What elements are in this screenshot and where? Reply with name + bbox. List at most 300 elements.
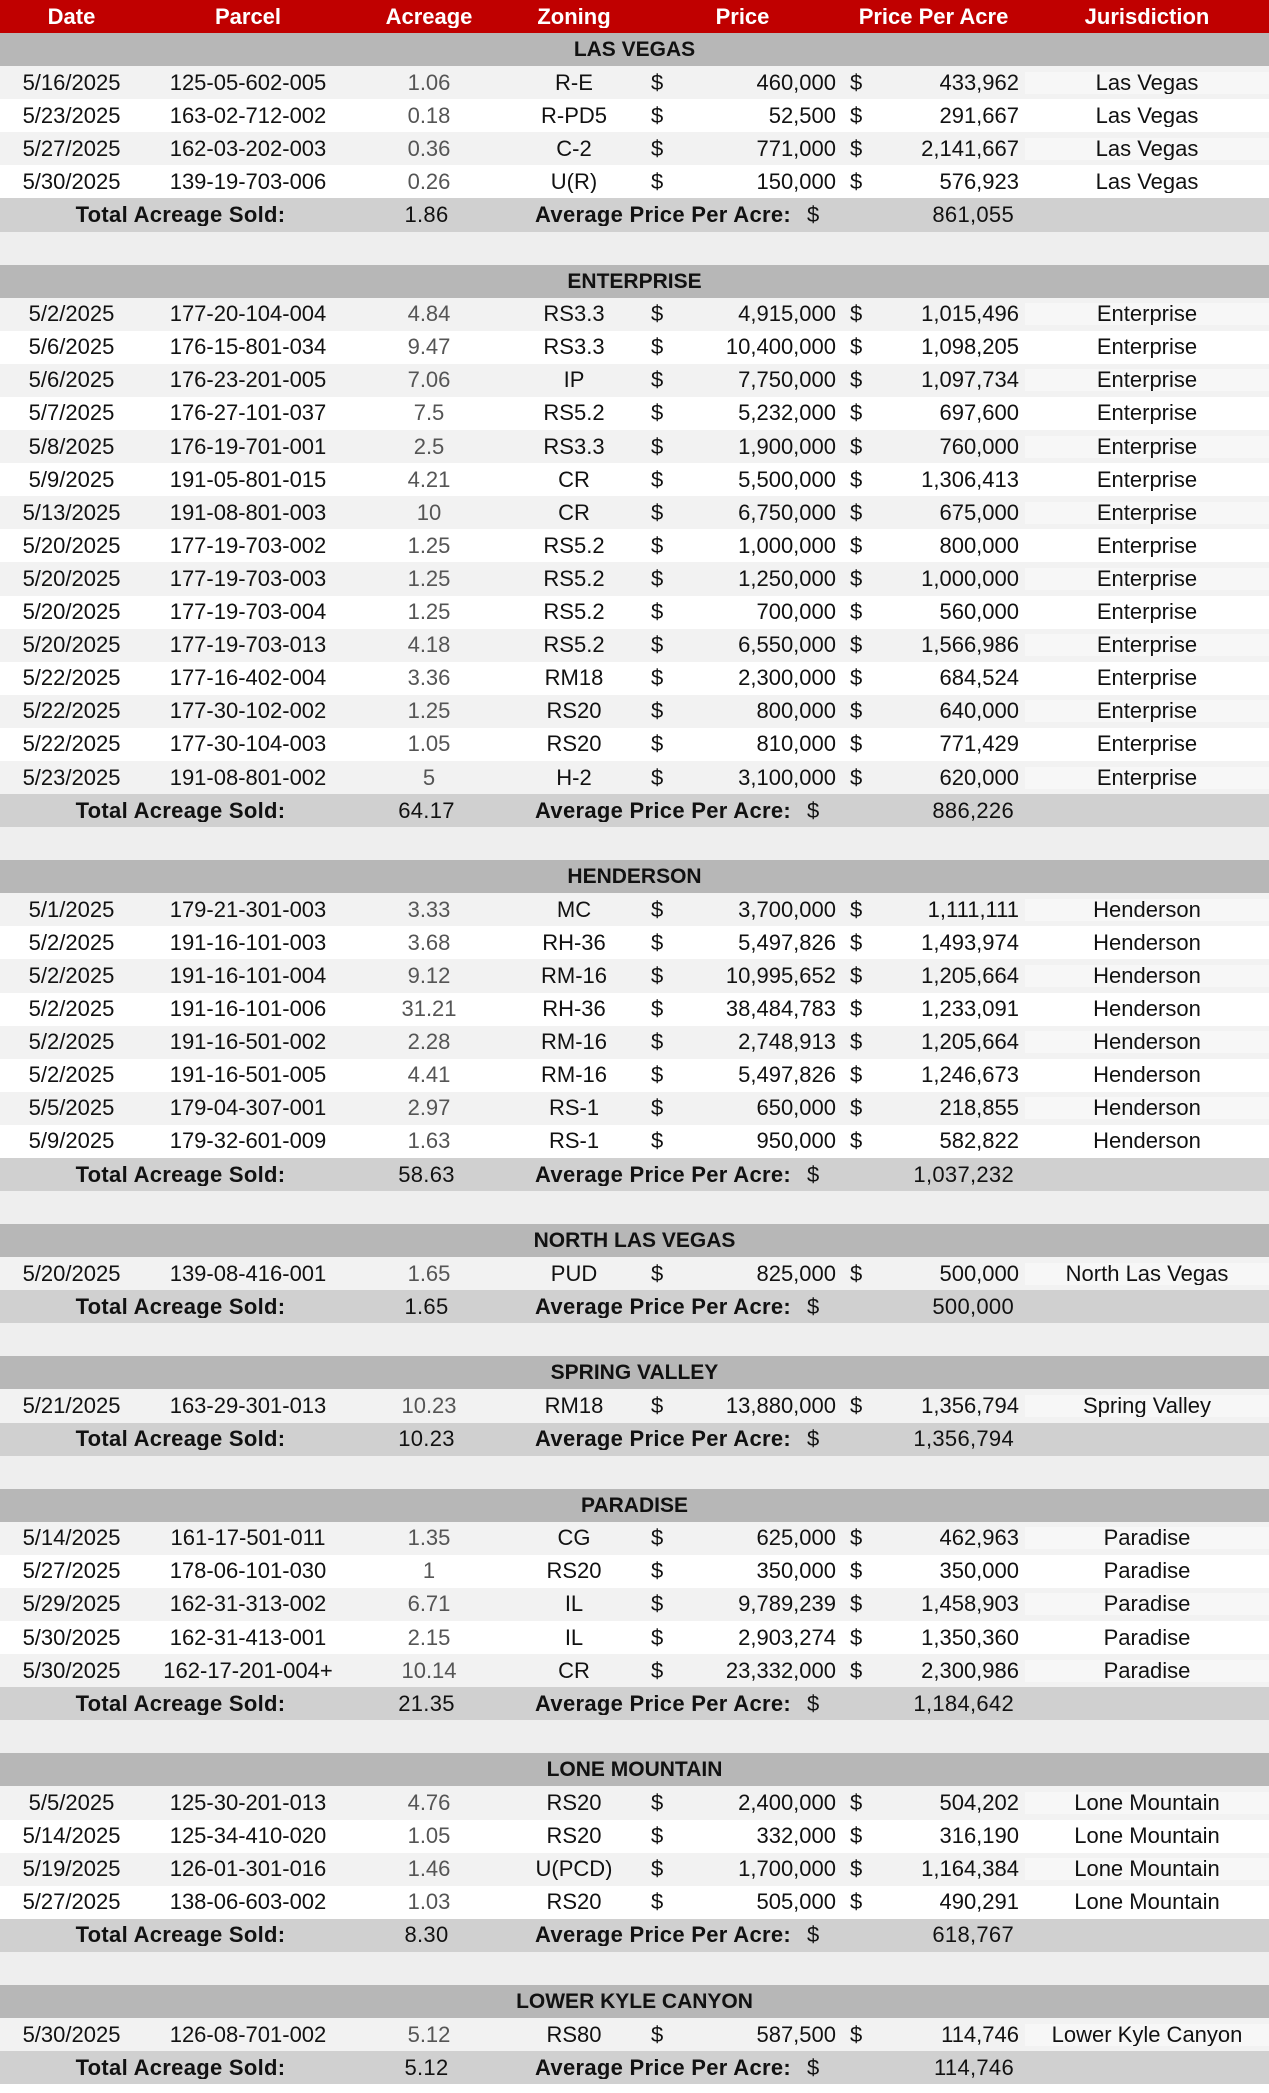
cell-parcel: 163-02-712-002: [169, 104, 327, 127]
cell-parcel: 177-20-104-004: [169, 303, 327, 326]
cell-ppa-currency: $: [850, 931, 863, 954]
cell-zoning: C-2: [556, 137, 592, 160]
cell-price-currency: $: [651, 369, 664, 392]
cell-date: 5/2/2025: [28, 303, 115, 326]
cell-acreage: 4.76: [407, 1791, 451, 1814]
cell-ppa-currency: $: [850, 700, 863, 723]
cell-jurisdiction: Enterprise: [1025, 402, 1269, 424]
table-row: [0, 1059, 1269, 1092]
cell-price-per-acre: 2,300,986: [921, 1659, 1019, 1682]
header-price: Price: [715, 5, 770, 28]
cell-price: 10,995,652: [725, 964, 836, 987]
cell-price-currency: $: [651, 1825, 664, 1848]
cell-parcel: 161-17-501-011: [170, 1527, 326, 1550]
section-spacer: [0, 827, 1269, 860]
cell-zoning: IL: [564, 1626, 584, 1649]
cell-zoning: RH-36: [542, 931, 606, 954]
section-title: ENTERPRISE: [0, 265, 1269, 298]
total-acreage-value: 21.35: [398, 1692, 455, 1715]
total-acreage-label: Total Acreage Sold:: [75, 1428, 286, 1451]
cell-ppa-currency: $: [850, 998, 863, 1021]
cell-jurisdiction: Enterprise: [1025, 535, 1269, 557]
cell-parcel: 162-31-413-001: [169, 1626, 327, 1649]
cell-ppa-currency: $: [850, 2023, 863, 2046]
cell-price-per-acre: 771,429: [939, 733, 1019, 756]
cell-ppa-currency: $: [850, 766, 863, 789]
cell-price-currency: $: [651, 1130, 664, 1153]
table-row: [0, 1786, 1269, 1819]
cell-acreage: 6.71: [407, 1593, 451, 1616]
table-row: [0, 662, 1269, 695]
cell-date: 5/30/2025: [22, 2023, 121, 2046]
cell-jurisdiction: Enterprise: [1025, 303, 1269, 325]
cell-parcel: 126-01-301-016: [169, 1858, 327, 1881]
cell-date: 5/14/2025: [22, 1825, 121, 1848]
cell-date: 5/21/2025: [22, 1395, 121, 1418]
cell-acreage: 1.25: [407, 700, 451, 723]
table-row: [0, 1820, 1269, 1853]
section-title: NORTH LAS VEGAS: [0, 1224, 1269, 1257]
cell-parcel: 179-32-601-009: [169, 1130, 327, 1153]
table-row: [0, 1092, 1269, 1125]
table-row: [0, 695, 1269, 728]
total-acreage-label: Total Acreage Sold:: [75, 2056, 286, 2079]
cell-price-per-acre: 1,015,496: [921, 303, 1019, 326]
avg-ppa-label: Average Price Per Acre:: [535, 1428, 791, 1451]
cell-price: 1,000,000: [738, 534, 836, 557]
cell-price-currency: $: [651, 898, 664, 921]
avg-ppa-value: 886,226: [932, 799, 1014, 822]
cell-parcel: 177-19-703-002: [169, 534, 327, 557]
table-row: [0, 298, 1269, 331]
table-row: [0, 959, 1269, 992]
section-title: HENDERSON: [0, 860, 1269, 893]
table-row: [0, 1654, 1269, 1687]
table-row: [0, 397, 1269, 430]
cell-acreage: 7.5: [413, 402, 445, 425]
cell-parcel: 176-15-801-034: [169, 336, 327, 359]
table-row: [0, 1125, 1269, 1158]
cell-ppa-currency: $: [850, 303, 863, 326]
avg-ppa-currency: $: [807, 1924, 820, 1947]
cell-jurisdiction: Enterprise: [1025, 733, 1269, 755]
cell-price: 350,000: [756, 1560, 836, 1583]
cell-zoning: U(PCD): [535, 1858, 613, 1881]
cell-jurisdiction: Enterprise: [1025, 700, 1269, 722]
cell-date: 5/8/2025: [28, 435, 115, 458]
cell-date: 5/13/2025: [22, 501, 121, 524]
cell-ppa-currency: $: [850, 137, 863, 160]
header-row: [0, 0, 1269, 33]
cell-acreage: 5: [422, 766, 436, 789]
cell-price: 771,000: [756, 137, 836, 160]
cell-date: 5/14/2025: [22, 1527, 121, 1550]
table-row: [0, 66, 1269, 99]
cell-jurisdiction: Enterprise: [1025, 568, 1269, 590]
avg-ppa-value: 500,000: [932, 1295, 1014, 1318]
cell-parcel: 177-19-703-004: [169, 601, 327, 624]
cell-price: 52,500: [768, 104, 836, 127]
table-row: [0, 1588, 1269, 1621]
cell-price-per-acre: 684,524: [939, 667, 1019, 690]
cell-acreage: 4.18: [407, 634, 451, 657]
cell-parcel: 163-29-301-013: [169, 1395, 327, 1418]
cell-price-per-acre: 2,141,667: [921, 137, 1019, 160]
cell-date: 5/19/2025: [22, 1858, 121, 1881]
cell-acreage: 4.21: [407, 468, 451, 491]
cell-price: 700,000: [756, 601, 836, 624]
cell-jurisdiction: North Las Vegas: [1025, 1263, 1269, 1285]
cell-ppa-currency: $: [850, 534, 863, 557]
table-row: [0, 132, 1269, 165]
cell-price: 10,400,000: [725, 336, 836, 359]
cell-date: 5/2/2025: [28, 1064, 115, 1087]
cell-jurisdiction: Enterprise: [1025, 667, 1269, 689]
cell-zoning: RM18: [544, 667, 604, 690]
cell-jurisdiction: Lone Mountain: [1025, 1891, 1269, 1913]
cell-date: 5/29/2025: [22, 1593, 121, 1616]
cell-ppa-currency: $: [850, 170, 863, 193]
cell-acreage: 10: [416, 501, 442, 524]
cell-parcel: 179-21-301-003: [169, 898, 327, 921]
cell-parcel: 126-08-701-002: [169, 2023, 327, 2046]
cell-parcel: 139-19-703-006: [169, 170, 327, 193]
cell-price-currency: $: [651, 998, 664, 1021]
cell-parcel: 138-06-603-002: [169, 1891, 327, 1914]
cell-jurisdiction: Las Vegas: [1025, 138, 1269, 160]
cell-jurisdiction: Paradise: [1025, 1593, 1269, 1615]
cell-acreage: 1.63: [407, 1130, 451, 1153]
table-row: [0, 1621, 1269, 1654]
cell-zoning: RM-16: [540, 1064, 607, 1087]
cell-date: 5/1/2025: [28, 898, 115, 921]
cell-acreage: 1.25: [407, 567, 451, 590]
cell-acreage: 1.05: [407, 733, 451, 756]
cell-price-currency: $: [651, 1891, 664, 1914]
cell-acreage: 1.05: [407, 1825, 451, 1848]
cell-date: 5/5/2025: [28, 1097, 115, 1120]
cell-parcel: 191-16-501-005: [169, 1064, 327, 1087]
cell-jurisdiction: Henderson: [1025, 1031, 1269, 1053]
cell-price: 3,700,000: [738, 898, 836, 921]
cell-jurisdiction: Lower Kyle Canyon: [1025, 2024, 1269, 2046]
cell-acreage: 3.36: [407, 667, 451, 690]
cell-zoning: RS80: [546, 2023, 602, 2046]
cell-date: 5/7/2025: [28, 402, 115, 425]
header-zoning: Zoning: [537, 5, 611, 28]
table-row: [0, 496, 1269, 529]
cell-price-currency: $: [651, 1097, 664, 1120]
table-row: [0, 728, 1269, 761]
cell-zoning: CR: [558, 468, 590, 491]
cell-date: 5/23/2025: [22, 766, 121, 789]
cell-parcel: 176-27-101-037: [169, 402, 327, 425]
cell-ppa-currency: $: [850, 1791, 863, 1814]
avg-ppa-label: Average Price Per Acre:: [535, 1924, 791, 1947]
cell-zoning: CR: [558, 501, 590, 524]
cell-parcel: 191-08-801-002: [169, 766, 327, 789]
cell-parcel: 179-04-307-001: [169, 1097, 327, 1120]
cell-price-per-acre: 1,097,734: [921, 369, 1019, 392]
cell-price-currency: $: [651, 931, 664, 954]
avg-ppa-value: 1,184,642: [913, 1692, 1014, 1715]
cell-price-currency: $: [651, 71, 664, 94]
cell-jurisdiction: Henderson: [1025, 932, 1269, 954]
table-row: [0, 364, 1269, 397]
cell-price: 7,750,000: [738, 369, 836, 392]
cell-price: 1,900,000: [738, 435, 836, 458]
cell-ppa-currency: $: [850, 601, 863, 624]
cell-date: 5/22/2025: [22, 733, 121, 756]
table-row: [0, 1886, 1269, 1919]
cell-zoning: RS3.3: [543, 435, 605, 458]
cell-ppa-currency: $: [850, 1395, 863, 1418]
cell-price: 5,232,000: [738, 402, 836, 425]
table-row: [0, 1026, 1269, 1059]
cell-date: 5/2/2025: [28, 998, 115, 1021]
avg-ppa-currency: $: [807, 1428, 820, 1451]
table-row: [0, 596, 1269, 629]
cell-ppa-currency: $: [850, 501, 863, 524]
total-acreage-label: Total Acreage Sold:: [75, 204, 286, 227]
cell-date: 5/20/2025: [22, 567, 121, 590]
cell-price: 5,500,000: [738, 468, 836, 491]
table-row: [0, 331, 1269, 364]
cell-date: 5/30/2025: [22, 1659, 121, 1682]
cell-price-currency: $: [651, 1064, 664, 1087]
cell-parcel: 162-31-313-002: [169, 1593, 327, 1616]
cell-parcel: 162-17-201-004+: [163, 1659, 333, 1682]
cell-price: 9,789,239: [738, 1593, 836, 1616]
section-title: SPRING VALLEY: [0, 1356, 1269, 1389]
section-title: LOWER KYLE CANYON: [0, 1985, 1269, 2018]
total-acreage-label: Total Acreage Sold:: [75, 1692, 286, 1715]
cell-zoning: R-PD5: [540, 104, 607, 127]
cell-price-currency: $: [651, 1858, 664, 1881]
cell-price-currency: $: [651, 1262, 664, 1285]
cell-parcel: 162-03-202-003: [169, 137, 327, 160]
cell-price-per-acre: 582,822: [939, 1130, 1019, 1153]
avg-ppa-label: Average Price Per Acre:: [535, 799, 791, 822]
total-acreage-value: 8.30: [404, 1924, 449, 1947]
section-total-row: [0, 198, 1269, 231]
cell-price-per-acre: 500,000: [939, 1262, 1019, 1285]
cell-ppa-currency: $: [850, 733, 863, 756]
section-spacer: [0, 1323, 1269, 1356]
table-row: [0, 1257, 1269, 1290]
cell-ppa-currency: $: [850, 435, 863, 458]
avg-ppa-label: Average Price Per Acre:: [535, 2056, 791, 2079]
avg-ppa-value: 861,055: [932, 204, 1014, 227]
cell-price-currency: $: [651, 336, 664, 359]
cell-ppa-currency: $: [850, 336, 863, 359]
total-acreage-value: 1.65: [404, 1295, 449, 1318]
cell-ppa-currency: $: [850, 1560, 863, 1583]
cell-zoning: RM18: [544, 1395, 604, 1418]
cell-jurisdiction: Henderson: [1025, 998, 1269, 1020]
cell-zoning: IP: [563, 369, 585, 392]
cell-price-currency: $: [651, 435, 664, 458]
cell-jurisdiction: Enterprise: [1025, 767, 1269, 789]
cell-ppa-currency: $: [850, 1825, 863, 1848]
cell-acreage: 2.28: [407, 1031, 451, 1054]
cell-date: 5/2/2025: [28, 1031, 115, 1054]
cell-price-per-acre: 316,190: [939, 1825, 1019, 1848]
cell-date: 5/16/2025: [22, 71, 121, 94]
cell-price-currency: $: [651, 104, 664, 127]
cell-ppa-currency: $: [850, 667, 863, 690]
cell-zoning: RS20: [546, 700, 602, 723]
cell-date: 5/22/2025: [22, 667, 121, 690]
cell-parcel: 191-16-101-006: [169, 998, 327, 1021]
avg-ppa-currency: $: [807, 204, 820, 227]
cell-jurisdiction: Paradise: [1025, 1527, 1269, 1549]
cell-price-currency: $: [651, 567, 664, 590]
cell-date: 5/27/2025: [22, 1560, 121, 1583]
cell-acreage: 4.41: [407, 1064, 451, 1087]
cell-parcel: 139-08-416-001: [169, 1262, 327, 1285]
table-row: [0, 629, 1269, 662]
cell-ppa-currency: $: [850, 634, 863, 657]
cell-price-currency: $: [651, 137, 664, 160]
cell-jurisdiction: Enterprise: [1025, 601, 1269, 623]
cell-zoning: RS3.3: [543, 303, 605, 326]
cell-parcel: 178-06-101-030: [169, 1560, 327, 1583]
cell-price: 4,915,000: [738, 303, 836, 326]
section-spacer: [0, 1720, 1269, 1753]
cell-price-currency: $: [651, 1560, 664, 1583]
cell-price-per-acre: 504,202: [939, 1791, 1019, 1814]
cell-price-per-acre: 1,356,794: [921, 1395, 1019, 1418]
cell-acreage: 1.65: [407, 1262, 451, 1285]
cell-parcel: 176-23-201-005: [169, 369, 327, 392]
cell-acreage: 1.46: [407, 1858, 451, 1881]
cell-price-per-acre: 1,566,986: [921, 634, 1019, 657]
cell-date: 5/5/2025: [28, 1791, 115, 1814]
cell-ppa-currency: $: [850, 104, 863, 127]
cell-price-per-acre: 1,246,673: [921, 1064, 1019, 1087]
cell-ppa-currency: $: [850, 1527, 863, 1550]
cell-price-per-acre: 640,000: [939, 700, 1019, 723]
cell-zoning: RM-16: [540, 1031, 607, 1054]
cell-zoning: H-2: [556, 766, 592, 789]
cell-price: 38,484,783: [725, 998, 836, 1021]
section-total-row: [0, 2051, 1269, 2084]
cell-jurisdiction: Enterprise: [1025, 634, 1269, 656]
cell-date: 5/30/2025: [22, 1626, 121, 1649]
cell-price: 650,000: [756, 1097, 836, 1120]
cell-price-currency: $: [651, 501, 664, 524]
cell-parcel: 125-05-602-005: [169, 71, 327, 94]
cell-price: 5,497,826: [738, 931, 836, 954]
cell-jurisdiction: Lone Mountain: [1025, 1792, 1269, 1814]
cell-acreage: 1.25: [407, 601, 451, 624]
table-row: [0, 529, 1269, 562]
cell-acreage: 5.12: [407, 2023, 451, 2046]
cell-price-currency: $: [651, 733, 664, 756]
table-row: [0, 1522, 1269, 1555]
cell-price-per-acre: 1,000,000: [921, 567, 1019, 590]
cell-price: 587,500: [756, 2023, 836, 2046]
cell-price-per-acre: 620,000: [939, 766, 1019, 789]
cell-acreage: 10.23: [401, 1395, 457, 1418]
cell-price-per-acre: 1,164,384: [921, 1858, 1019, 1881]
cell-zoning: RS20: [546, 1560, 602, 1583]
table-row: [0, 430, 1269, 463]
cell-acreage: 2.97: [407, 1097, 451, 1120]
cell-zoning: RS-1: [548, 1097, 600, 1120]
table-row: [0, 926, 1269, 959]
cell-ppa-currency: $: [850, 1891, 863, 1914]
cell-acreage: 1.25: [407, 534, 451, 557]
cell-parcel: 177-19-703-013: [169, 634, 327, 657]
cell-parcel: 191-16-101-004: [169, 964, 327, 987]
cell-parcel: 191-16-501-002: [169, 1031, 327, 1054]
cell-acreage: 4.84: [407, 303, 451, 326]
cell-price-currency: $: [651, 1395, 664, 1418]
avg-ppa-currency: $: [807, 1692, 820, 1715]
cell-jurisdiction: Henderson: [1025, 1097, 1269, 1119]
cell-parcel: 191-16-101-003: [169, 931, 327, 954]
section-spacer: [0, 1952, 1269, 1985]
cell-acreage: 10.14: [401, 1659, 457, 1682]
cell-jurisdiction: Las Vegas: [1025, 105, 1269, 127]
cell-zoning: RS5.2: [543, 567, 605, 590]
cell-zoning: RS20: [546, 1825, 602, 1848]
cell-parcel: 177-16-402-004: [169, 667, 327, 690]
cell-zoning: RS5.2: [543, 601, 605, 624]
cell-zoning: CG: [557, 1527, 591, 1550]
cell-acreage: 2.15: [407, 1626, 451, 1649]
cell-price-per-acre: 462,963: [939, 1527, 1019, 1550]
section-title: LAS VEGAS: [0, 33, 1269, 66]
cell-price: 460,000: [756, 71, 836, 94]
cell-price: 625,000: [756, 1527, 836, 1550]
cell-zoning: RS20: [546, 1791, 602, 1814]
cell-jurisdiction: Enterprise: [1025, 369, 1269, 391]
table-row: [0, 1853, 1269, 1886]
cell-price: 13,880,000: [725, 1395, 836, 1418]
cell-ppa-currency: $: [850, 1097, 863, 1120]
cell-price-currency: $: [651, 170, 664, 193]
cell-zoning: R-E: [555, 71, 593, 94]
cell-ppa-currency: $: [850, 468, 863, 491]
sections-container: [0, 33, 1269, 2084]
cell-price-per-acre: 560,000: [939, 601, 1019, 624]
cell-jurisdiction: Lone Mountain: [1025, 1825, 1269, 1847]
cell-price-per-acre: 218,855: [939, 1097, 1019, 1120]
section-total-row: [0, 1687, 1269, 1720]
cell-price-currency: $: [651, 1527, 664, 1550]
avg-ppa-currency: $: [807, 2056, 820, 2079]
cell-acreage: 9.47: [407, 336, 451, 359]
cell-jurisdiction: Lone Mountain: [1025, 1858, 1269, 1880]
cell-zoning: RH-36: [542, 998, 606, 1021]
cell-zoning: U(R): [550, 170, 598, 193]
cell-price-currency: $: [651, 700, 664, 723]
cell-price-per-acre: 291,667: [939, 104, 1019, 127]
cell-jurisdiction: Henderson: [1025, 965, 1269, 987]
cell-price: 1,250,000: [738, 567, 836, 590]
cell-ppa-currency: $: [850, 369, 863, 392]
cell-price-per-acre: 1,098,205: [921, 336, 1019, 359]
cell-jurisdiction: Enterprise: [1025, 502, 1269, 524]
cell-acreage: 0.26: [407, 170, 451, 193]
cell-jurisdiction: Las Vegas: [1025, 171, 1269, 193]
table-row: [0, 893, 1269, 926]
table-row: [0, 761, 1269, 794]
cell-price-per-acre: 433,962: [939, 71, 1019, 94]
